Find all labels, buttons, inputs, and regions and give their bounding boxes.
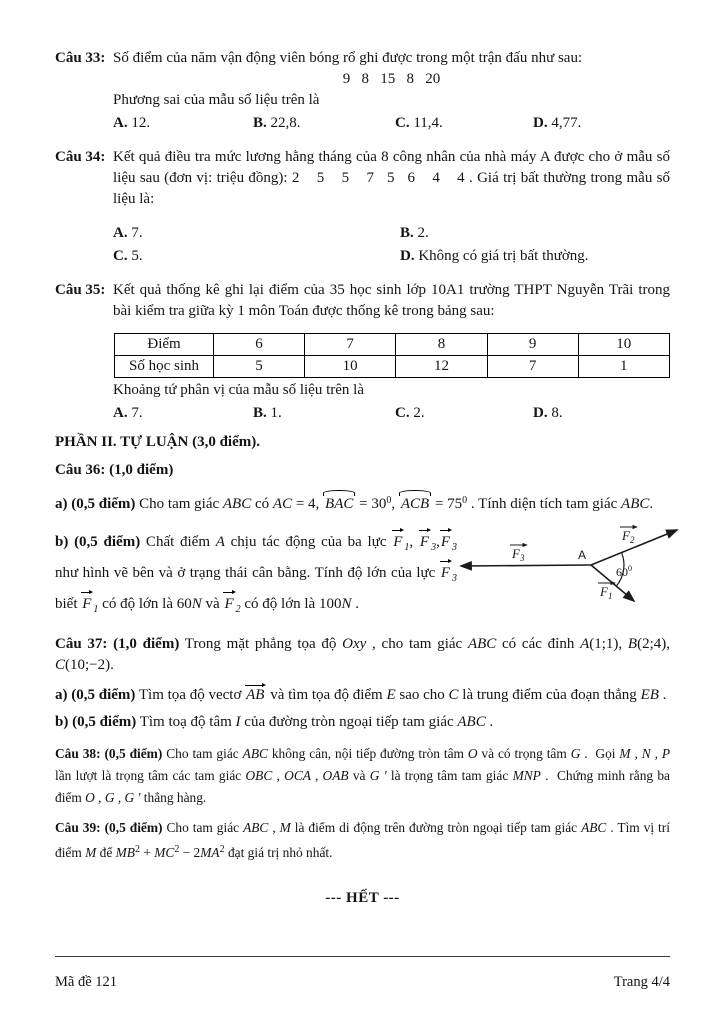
exam-content bbox=[55, 48, 670, 909]
vertex-a-label: A bbox=[578, 548, 587, 562]
option-c: C. 11,4. bbox=[395, 115, 443, 131]
option-a: A. 12. bbox=[113, 115, 151, 131]
question-34-text: Kết quả điều tra mức lương hằng tháng của 8 công nhân của nhà máy A được cho ở mẫu số liệu sau (đơn vị: triệu đồng): 2 5 5 7 5 6 4 4 . Giá trị bất thường trong mẫu số liệu là: bbox=[113, 149, 670, 207]
question-35-text: Kết quả thống kê ghi lại điểm của 35 học sinh lớp 10A1 trường THPT Nguyễn Trãi trong bài kiểm tra giữa kỳ 1 môn Toán được thống kê trong bảng sau: bbox=[113, 282, 670, 319]
option-d: D. 4,77. bbox=[533, 115, 582, 131]
question-33 bbox=[55, 48, 670, 134]
question-33-question: Phương sai của mẫu số liệu trên là bbox=[113, 92, 320, 108]
table-row: Điểm 6 7 8 9 10 bbox=[115, 334, 670, 356]
question-38: Câu 38: (0,5 điểm) Cho tam giác ABC không cân, nội tiếp đường tròn tâm O và có trọng tâm G . Gọi M , N , P lần lượt là trọng tâm các tam giác OBC , OCA , OAB và G ' là trọng tâm tam giác MNP . Chứng minh rằng ba điểm O , G , G ' thẳng hàng. bbox=[55, 746, 671, 805]
question-35-question: Khoảng tứ phân vị của mẫu số liệu trên là bbox=[113, 382, 364, 398]
part2-heading: PHẦN II. TỰ LUẬN (3,0 điểm). bbox=[55, 434, 260, 450]
option-b: B. 1. bbox=[253, 405, 282, 421]
page-number: Trang 4/4 bbox=[613, 974, 670, 990]
page-footer bbox=[55, 956, 670, 993]
question-36b bbox=[55, 529, 670, 622]
force-diagram bbox=[451, 517, 725, 614]
option-c: C. 5. bbox=[113, 248, 143, 264]
question-36b-text: b) (0,5 điểm) Chất điểm A chịu tác động của ba lực F $_1$, F $_3$,F $_3$ như hình vẽ bên và ở trạng thái cân bằng. Tính độ lớn của lực F $_3$ biết F $_1$ có độ lớn là 60N và F $_2$ có độ lớn là 100N . bbox=[55, 529, 457, 622]
question-39: Câu 39: (0,5 điểm) Cho tam giác ABC , M là điểm di động trên đường tròn ngoại tiếp tam giác ABC . Tìm vị trí điểm M để $MB^2 + MC^2 - 2MA^2$ đạt giá trị nhỏ nhất. bbox=[55, 820, 670, 860]
question-36b-figure bbox=[457, 529, 670, 622]
option-c: C. 2. bbox=[395, 405, 425, 421]
f1-label: $F_1$ bbox=[600, 584, 613, 601]
question-33-body bbox=[113, 48, 670, 134]
f2-label: $F_2$ bbox=[622, 528, 635, 545]
question-35 bbox=[55, 280, 670, 424]
angle-label: $60^0$ bbox=[616, 564, 632, 579]
footer-divider bbox=[55, 956, 670, 957]
question-35-body bbox=[113, 280, 670, 424]
option-b: B. 2. bbox=[400, 225, 429, 241]
end-marker: --- HẾT --- bbox=[325, 890, 400, 906]
question-34-body bbox=[113, 147, 670, 267]
question-36a: a) (0,5 điểm) Cho tam giác ABC có AC = 4, BAC = $30^0$, ACB = $75^0$ . Tính diện tích tam giác ABC. bbox=[55, 488, 670, 517]
table-row: Số học sinh 5 10 12 7 1 bbox=[115, 356, 670, 378]
option-a: A. 7. bbox=[113, 225, 143, 241]
question-36-label: Câu 36: (1,0 điểm) bbox=[55, 462, 174, 478]
option-a: A. 7. bbox=[113, 405, 143, 421]
question-33-text: Số điểm của năm vận động viên bóng rổ ghi được trong một trận đấu như sau: bbox=[113, 50, 583, 66]
question-34-label: Câu 34: bbox=[55, 149, 106, 165]
question-37a: a) (0,5 điểm) Tìm tọa độ vectơ AB và tìm tọa độ điểm E sao cho C là trung điểm của đoạn thẳng EB . bbox=[55, 684, 670, 706]
option-d: D. 8. bbox=[533, 405, 563, 421]
option-d: D. Không có giá trị bất thường. bbox=[400, 248, 589, 264]
question-33-options bbox=[113, 113, 670, 134]
force-f3-arrow bbox=[461, 565, 591, 566]
question-37-intro: Câu 37: (1,0 điểm) Trong mặt phẳng tọa độ Oxy , cho tam giác ABC có các đỉnh A(1;1), B(2;4), C(10;−2). bbox=[55, 636, 670, 673]
question-33-data-line: 9 8 15 8 20 bbox=[342, 71, 441, 87]
question-34-options-row1 bbox=[113, 223, 670, 244]
f3-label: $F_3$ bbox=[512, 546, 525, 563]
question-35-options bbox=[113, 403, 670, 424]
exam-code: Mã đề 121 bbox=[55, 974, 118, 990]
question-35-label: Câu 35: bbox=[55, 282, 106, 298]
question-34-options-row2 bbox=[113, 246, 670, 267]
question-37b: b) (0,5 điểm) Tìm toạ độ tâm I của đường tròn ngoại tiếp tam giác ABC . bbox=[55, 714, 494, 730]
option-b: B. 22,8. bbox=[253, 115, 301, 131]
question-33-label: Câu 33: bbox=[55, 50, 106, 66]
question-34 bbox=[55, 147, 670, 267]
frequency-table bbox=[114, 333, 670, 378]
